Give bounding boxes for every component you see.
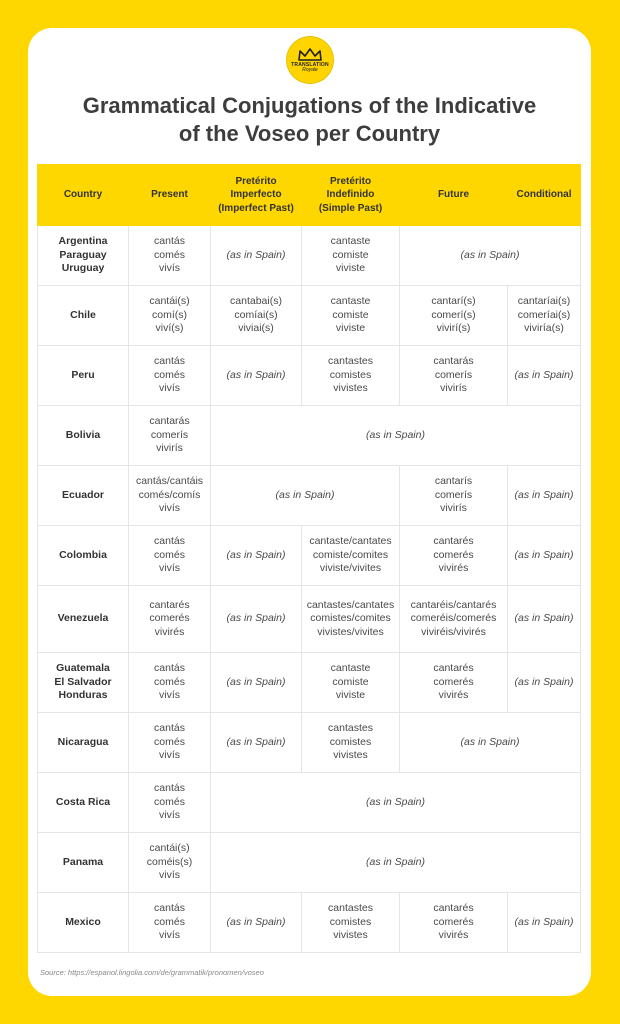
page-title xyxy=(28,92,591,148)
conjugation-cell xyxy=(508,286,581,346)
column-header xyxy=(302,165,400,226)
conjugation-cell xyxy=(302,346,400,406)
cell-text: (as in Spain) xyxy=(226,368,286,381)
country-cell xyxy=(38,406,129,466)
cell-text: cantás xyxy=(154,355,185,368)
cell-text: Honduras xyxy=(58,689,108,702)
cell-text: cantás xyxy=(154,235,185,248)
cell-text: comerés xyxy=(433,548,474,561)
title-line: Grammatical Conjugations of the Indicative xyxy=(82,93,537,118)
cell-text: (as in Spain) xyxy=(366,428,425,441)
cell-text: cantarís xyxy=(434,475,473,488)
conjugation-cell xyxy=(129,226,211,286)
cell-text: coméis(s) xyxy=(146,855,193,868)
cell-text: vivirí(s) xyxy=(436,322,471,335)
same-as-spain-cell xyxy=(508,346,581,406)
cell-text: comés xyxy=(154,735,185,748)
crown-icon xyxy=(297,48,323,62)
conjugation-cell xyxy=(129,833,211,893)
cell-text: cantastes/cantates xyxy=(306,598,395,611)
cell-text: comés xyxy=(154,915,185,928)
conjugation-cell xyxy=(400,286,508,346)
header-text: Future xyxy=(437,189,470,201)
table-row xyxy=(38,653,581,713)
cell-text: (as in Spain) xyxy=(226,548,286,561)
cell-text: comés xyxy=(154,248,185,261)
same-as-spain-cell xyxy=(211,833,581,893)
cell-text: vivís xyxy=(159,502,180,515)
conjugation-cell xyxy=(400,526,508,586)
table-row xyxy=(38,586,581,653)
cell-text: cantarés xyxy=(149,598,190,611)
cell-text: comés xyxy=(154,675,185,688)
cell-text: Peru xyxy=(71,368,95,381)
cell-text: comí(s) xyxy=(152,308,187,321)
cell-text: vivirés xyxy=(438,689,469,702)
cell-text: (as in Spain) xyxy=(514,368,574,381)
conjugation-cell xyxy=(302,586,400,653)
cell-text: (as in Spain) xyxy=(514,915,574,928)
cell-text: vivistes xyxy=(333,749,368,762)
cell-text: Ecuador xyxy=(61,488,104,501)
brand-logo xyxy=(287,37,333,83)
header-text: (Imperfect Past) xyxy=(218,202,294,214)
cell-text: comiste xyxy=(332,248,369,261)
cell-text: (as in Spain) xyxy=(366,795,425,808)
cell-text: comerís xyxy=(150,428,189,441)
same-as-spain-cell xyxy=(508,586,581,653)
cell-text: (as in Spain) xyxy=(226,675,286,688)
conjugation-cell xyxy=(400,653,508,713)
conjugation-cell xyxy=(129,526,211,586)
header-text: (Simple Past) xyxy=(318,202,383,214)
cell-text: comerés xyxy=(433,675,474,688)
cell-text: cantás/cantáis xyxy=(135,475,204,488)
cell-text: comiste/comites xyxy=(312,548,389,561)
cell-text: Paraguay xyxy=(59,248,107,261)
table-row xyxy=(38,226,581,286)
conjugation-cell xyxy=(129,653,211,713)
cell-text: Mexico xyxy=(65,915,101,928)
cell-text: cantás xyxy=(154,782,185,795)
cell-text: El Salvador xyxy=(54,675,112,688)
cell-text: vivistes/vivites xyxy=(317,625,384,638)
conjugation-cell xyxy=(302,286,400,346)
cell-text: cantás xyxy=(154,662,185,675)
cell-text: cantaréis/cantarés xyxy=(410,598,497,611)
conjugation-cell xyxy=(400,893,508,953)
cell-text: comerís xyxy=(434,368,473,381)
table-row xyxy=(38,713,581,773)
cell-text: viviste xyxy=(335,322,366,335)
conjugation-cell xyxy=(400,586,508,653)
cell-text: (as in Spain) xyxy=(275,488,335,501)
table-row xyxy=(38,526,581,586)
header-text: Country xyxy=(63,189,103,201)
cell-text: comerís xyxy=(434,488,473,501)
cell-text: vivirís xyxy=(156,442,183,455)
infographic-card xyxy=(28,28,591,996)
cell-text: (as in Spain) xyxy=(226,612,286,625)
cell-text: (as in Spain) xyxy=(460,248,520,261)
cell-text: viviste/vivites xyxy=(319,562,382,575)
cell-text: (as in Spain) xyxy=(226,915,286,928)
cell-text: cantaste xyxy=(330,662,371,675)
cell-text: (as in Spain) xyxy=(514,548,574,561)
conjugation-cell xyxy=(302,713,400,773)
cell-text: vivís xyxy=(159,689,180,702)
cell-text: viviste xyxy=(335,689,366,702)
cell-text: comíai(s) xyxy=(234,308,278,321)
conjugation-cell xyxy=(129,713,211,773)
table-row xyxy=(38,893,581,953)
header-row xyxy=(38,165,581,226)
conjugation-cell xyxy=(302,226,400,286)
cell-text: comerí(s) xyxy=(431,308,476,321)
cell-text: Chile xyxy=(70,308,96,321)
cell-text: cantastes xyxy=(328,722,373,735)
header-text: Conditional xyxy=(516,189,572,201)
cell-text: comerés xyxy=(149,612,190,625)
country-cell xyxy=(38,773,129,833)
table-body xyxy=(38,226,581,953)
table-row xyxy=(38,286,581,346)
cell-text: comistes xyxy=(329,735,372,748)
cell-text: vivís xyxy=(159,869,180,882)
cell-text: cantaste/cantates xyxy=(309,535,392,548)
source-note: Source: https://espanol.lingolia.com/de/grammatik/pronomen/voseo xyxy=(40,968,264,977)
cell-text: Colombia xyxy=(59,548,107,561)
cell-text: cantarés xyxy=(433,902,474,915)
cell-text: Venezuela xyxy=(57,612,109,625)
cell-text: cantás xyxy=(154,535,185,548)
cell-text: cantabai(s) xyxy=(230,295,282,308)
cell-text: (as in Spain) xyxy=(226,248,286,261)
country-cell xyxy=(38,833,129,893)
cell-text: vivirís xyxy=(440,502,467,515)
same-as-spain-cell xyxy=(211,653,302,713)
table-row xyxy=(38,466,581,526)
cell-text: vivís xyxy=(159,809,180,822)
cell-text: cantaste xyxy=(330,295,371,308)
conjugation-cell xyxy=(129,893,211,953)
cell-text: vivirés xyxy=(438,929,469,942)
cell-text: cantás xyxy=(154,722,185,735)
same-as-spain-cell xyxy=(211,226,302,286)
same-as-spain-cell xyxy=(211,893,302,953)
conjugation-cell xyxy=(129,286,211,346)
country-cell xyxy=(38,653,129,713)
header-text: Pretérito xyxy=(235,175,277,187)
same-as-spain-cell xyxy=(211,713,302,773)
same-as-spain-cell xyxy=(211,526,302,586)
country-cell xyxy=(38,466,129,526)
cell-text: vivís xyxy=(159,929,180,942)
header-text: Imperfecto xyxy=(230,189,282,201)
cell-text: vivís xyxy=(159,382,180,395)
cell-text: comés xyxy=(154,368,185,381)
country-cell xyxy=(38,893,129,953)
cell-text: Argentina xyxy=(58,235,108,248)
cell-text: comés xyxy=(154,548,185,561)
cell-text: cantarés xyxy=(433,662,474,675)
country-cell xyxy=(38,226,129,286)
cell-text: viviréis/vivirés xyxy=(421,625,486,638)
table-header xyxy=(38,165,581,226)
cell-text: vivirís xyxy=(440,382,467,395)
cell-text: comés xyxy=(154,795,185,808)
column-header xyxy=(400,165,508,226)
table-row xyxy=(38,406,581,466)
cell-text: cantastes xyxy=(328,355,373,368)
conjugation-cell xyxy=(211,286,302,346)
same-as-spain-cell xyxy=(211,773,581,833)
cell-text: cantái(s) xyxy=(149,842,190,855)
cell-text: cantarés xyxy=(433,535,474,548)
same-as-spain-cell xyxy=(400,226,581,286)
country-cell xyxy=(38,346,129,406)
cell-text: vivís xyxy=(159,562,180,575)
same-as-spain-cell xyxy=(508,893,581,953)
cell-text: vivís xyxy=(159,262,180,275)
cell-text: (as in Spain) xyxy=(226,735,286,748)
cell-text: comeréis/comerés xyxy=(410,612,497,625)
column-header xyxy=(38,165,129,226)
cell-text: (as in Spain) xyxy=(514,612,574,625)
cell-text: comistes xyxy=(329,915,372,928)
cell-text: vivirés xyxy=(154,625,185,638)
title-line: of the Voseo per Country xyxy=(178,121,441,146)
cell-text: (as in Spain) xyxy=(514,675,574,688)
conjugation-cell xyxy=(129,773,211,833)
conjugation-cell xyxy=(400,346,508,406)
cell-text: Panama xyxy=(62,855,104,868)
column-header xyxy=(211,165,302,226)
cell-text: cantaste xyxy=(330,235,371,248)
conjugation-cell xyxy=(302,526,400,586)
table-row xyxy=(38,833,581,893)
cell-text: (as in Spain) xyxy=(514,488,574,501)
cell-text: (as in Spain) xyxy=(366,855,425,868)
cell-text: cantái(s) xyxy=(149,295,190,308)
voseo-table xyxy=(37,164,581,953)
cell-text: vivís xyxy=(159,749,180,762)
cell-text: comistes/comites xyxy=(310,612,391,625)
conjugation-cell xyxy=(129,406,211,466)
cell-text: Costa Rica xyxy=(55,795,111,808)
cell-text: cantás xyxy=(154,902,185,915)
cell-text: comés/comís xyxy=(138,488,201,501)
country-cell xyxy=(38,713,129,773)
cell-text: Bolivia xyxy=(65,428,101,441)
cell-text: vivistes xyxy=(333,382,368,395)
cell-text: comeríai(s) xyxy=(517,308,571,321)
conjugation-cell xyxy=(129,466,211,526)
cell-text: comistes xyxy=(329,368,372,381)
header-text: Present xyxy=(151,189,188,201)
column-header xyxy=(508,165,581,226)
conjugation-cell xyxy=(129,586,211,653)
cell-text: comiste xyxy=(332,675,369,688)
conjugation-cell xyxy=(302,653,400,713)
cell-text: Guatemala xyxy=(56,662,110,675)
cell-text: comiste xyxy=(332,308,369,321)
conjugation-cell xyxy=(129,346,211,406)
cell-text: comerés xyxy=(433,915,474,928)
cell-text: viví(s) xyxy=(155,322,184,335)
header-text: Indefinido xyxy=(326,189,375,201)
same-as-spain-cell xyxy=(211,406,581,466)
same-as-spain-cell xyxy=(211,466,400,526)
table-row xyxy=(38,346,581,406)
country-cell xyxy=(38,586,129,653)
same-as-spain-cell xyxy=(508,526,581,586)
country-cell xyxy=(38,526,129,586)
cell-text: cantarí(s) xyxy=(431,295,476,308)
cell-text: Nicaragua xyxy=(57,735,109,748)
cell-text: cantaríai(s) xyxy=(517,295,571,308)
same-as-spain-cell xyxy=(211,346,302,406)
cell-text: Uruguay xyxy=(61,262,105,275)
cell-text: vivirés xyxy=(438,562,469,575)
cell-text: cantastes xyxy=(328,902,373,915)
same-as-spain-cell xyxy=(508,466,581,526)
cell-text: cantarás xyxy=(149,415,190,428)
cell-text: cantarás xyxy=(433,355,474,368)
cell-text: viviai(s) xyxy=(238,322,274,335)
cell-text: vivistes xyxy=(333,929,368,942)
conjugation-cell xyxy=(400,466,508,526)
conjugation-cell xyxy=(302,893,400,953)
country-cell xyxy=(38,286,129,346)
same-as-spain-cell xyxy=(400,713,581,773)
same-as-spain-cell xyxy=(211,586,302,653)
table-row xyxy=(38,773,581,833)
header-text: Pretérito xyxy=(329,175,372,187)
same-as-spain-cell xyxy=(508,653,581,713)
column-header xyxy=(129,165,211,226)
cell-text: viviría(s) xyxy=(524,322,564,335)
cell-text: (as in Spain) xyxy=(460,735,520,748)
cell-text: viviste xyxy=(335,262,366,275)
logo-sub: Royale xyxy=(302,66,318,73)
logo-name: TRANSLATION xyxy=(291,61,329,68)
